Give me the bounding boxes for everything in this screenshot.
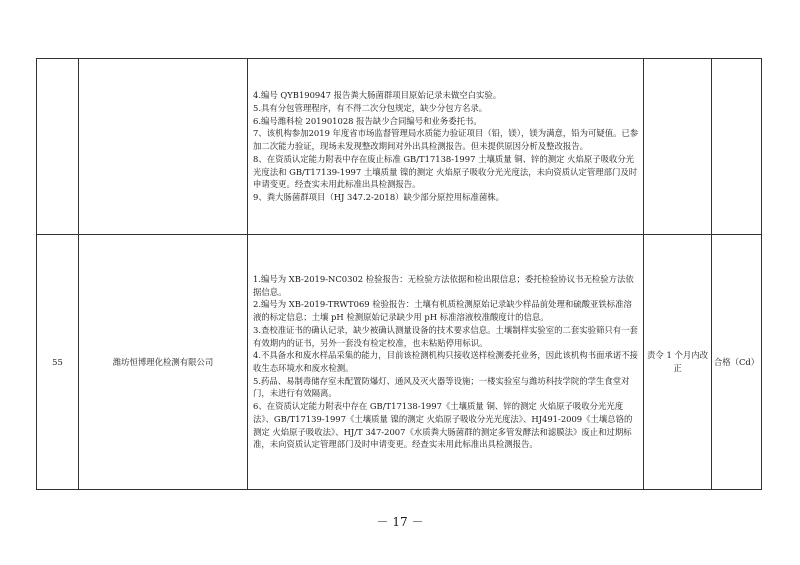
issue-item: 7、该机构参加2019 年度省市场监督管理局水质能力验证项目（铅，镁），镁为满意，铅为可疑值。已参加二次能力验证，现场未发现整改期间对外出具检测报告。但未提供原因分析及整改报告。 bbox=[253, 128, 639, 152]
inspection-table bbox=[36, 58, 762, 490]
row-number bbox=[37, 59, 79, 235]
issue-item: 4.不具备水和废水样品采集的能力，目前该检测机构只接收送样检测委托业务，因此该机构书面承诺不接收生态环境水和废水检测。 bbox=[253, 350, 638, 373]
issue-item: 9、粪大肠菌群项目（HJ 347.2-2018）缺少部分原控用标准菌株。 bbox=[253, 191, 505, 202]
issue-item: 3.查校准证书的确认记录，缺少被确认测量设备的技术要求信息。土壤制样实验室的二套实验筛只有一套有效期内的证书，另外一套没有检定校准，也未粘贴停用标识。 bbox=[253, 324, 638, 348]
issue-item: 6、在资质认定能力附表中存在 GB/T17138-1997《土壤质量 铜、锌的测定 火焰原子吸收分光光度法》、GB/T17139-1997《土壤质量 镍的测定 火焰原子吸收分光光度法》、HJ491-2009《土壤总铬的测定 火焰原子吸收法》、HJ/T 347-2007《水质粪大肠菌群的测定多管发酵法和滤膜法》废止和过期标准，未向资质认定管理部门及时申请变更。经查实未用此标准出具检测报告。 bbox=[253, 401, 633, 450]
table-row bbox=[37, 235, 762, 490]
issue-item: 4.编号 QYB190947 报告粪大肠菌群项目原始记录未做空白实验。 bbox=[253, 90, 502, 101]
measure-cell: 责令 1 个月内改正 bbox=[644, 235, 712, 490]
measure-cell bbox=[644, 59, 712, 235]
issue-item: 2.编号为 XB-2019-TRWT069 检验报告：土壤有机质检测原始记录缺少样品前处理和硫酸亚铁标准溶液的标定信息；土壤 pH 检测原始记录缺少用 pH 标准溶液校准酸度计的信息。 bbox=[253, 299, 632, 323]
org-name: 潍坊恒博理化检测有限公司 bbox=[79, 235, 248, 490]
table-row bbox=[37, 59, 762, 235]
issues-cell bbox=[248, 235, 644, 490]
page-number: － 17 － bbox=[376, 515, 424, 529]
issue-item: 5.具有分包管理程序，有不得二次分包规定，缺少分包方名录。 bbox=[253, 103, 488, 114]
org-name bbox=[79, 59, 248, 235]
issue-item: 6.编号潍科检 201901028 报告缺少合同编号和业务委托书。 bbox=[253, 115, 482, 126]
result-cell bbox=[712, 59, 762, 235]
row-number: 55 bbox=[37, 235, 79, 490]
result-cell: 合格（Cd） bbox=[712, 235, 762, 490]
issues-cell bbox=[248, 59, 644, 235]
issue-item: 5.药品、易制毒储存室未配置防爆灯、通风及灭火器等设施；一楼实验室与潍坊科技学院的学生食堂对门，未进行有效隔离。 bbox=[253, 375, 630, 399]
issue-item: 1.编号为 XB-2019-NC0302 检验报告：无检验方法依据和检出限信息；委托检验协议书无检验方法依据信息。 bbox=[253, 274, 634, 297]
issue-item: 8、在资质认定能力附表中存在废止标准 GB/T17138-1997 土壤质量 铜、锌的测定 火焰原子吸收分光光度法和 GB/T17139-1997 土壤质量 镍的测定 火焰原子吸收分光光度法，未向资质认定管理部门及时申请变更。经查实未用此标准出具检测报告。 bbox=[253, 153, 638, 190]
